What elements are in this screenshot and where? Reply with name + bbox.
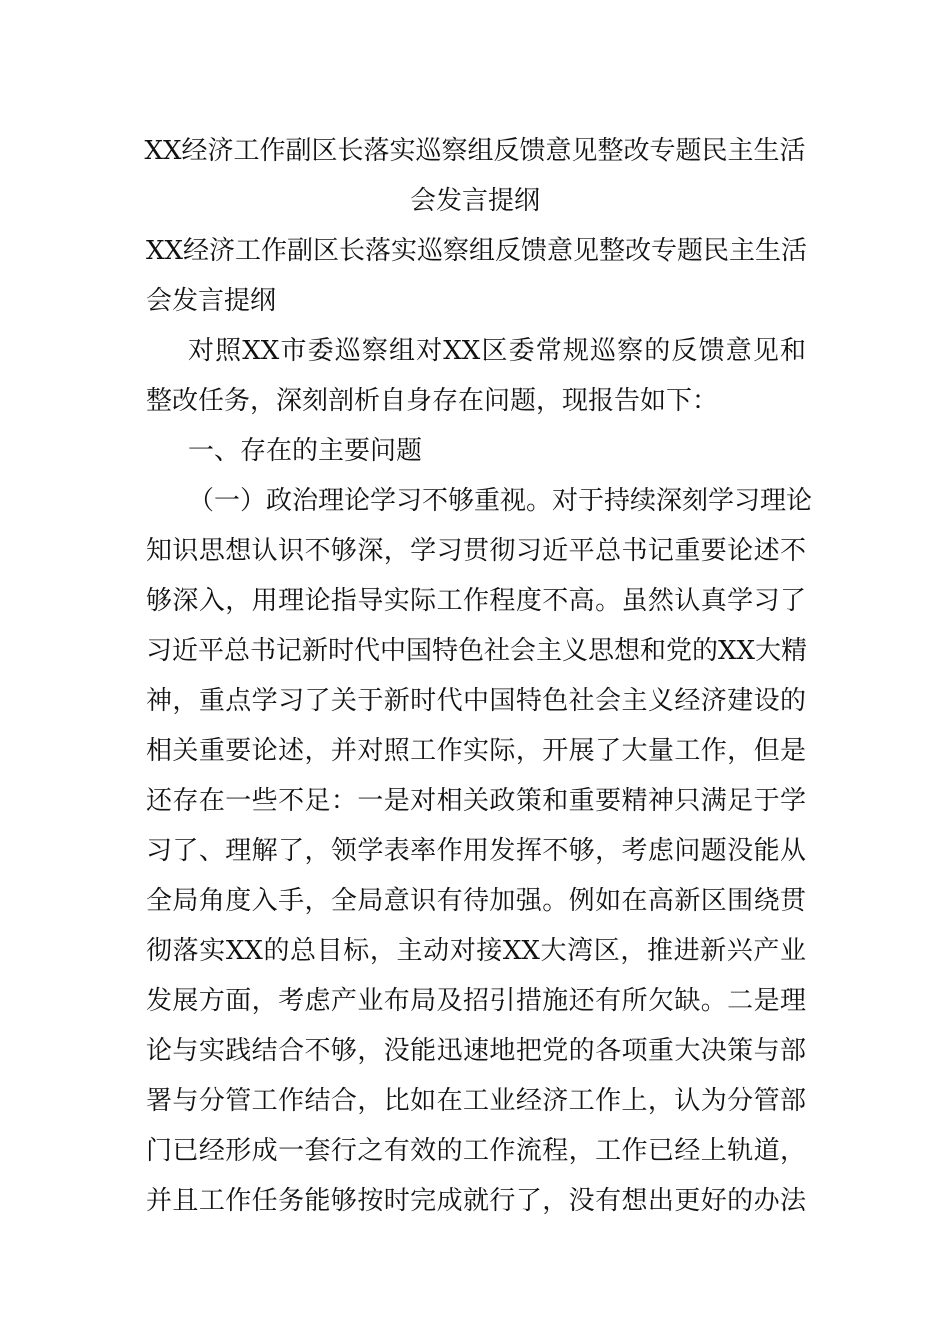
body-line: 并且工作任务能够按时完成就行了，没有想出更好的办法 [146, 1186, 806, 1216]
body-line: 还存在一些不足：一是对相关政策和重要精神只满足于学 [146, 786, 806, 816]
document-title-line-2: 会发言提纲 [409, 186, 540, 216]
body-line: 整改任务，深刻剖析自身存在问题，现报告如下： [146, 386, 719, 416]
body-line: XX经济工作副区长落实巡察组反馈意见整改专题民主生活 [146, 236, 808, 266]
body-line: 彻落实XX的总目标，主动对接XX大湾区，推进新兴产业 [146, 936, 806, 966]
body-line: 习近平总书记新时代中国特色社会主义思想和党的XX大精 [146, 636, 808, 666]
body-line: 发展方面，考虑产业布局及招引措施还有所欠缺。二是理 [146, 986, 806, 1016]
body-line: 门已经形成一套行之有效的工作流程，工作已经上轨道， [146, 1136, 806, 1166]
body-line: 知识思想认识不够深，学习贯彻习近平总书记重要论述不 [146, 536, 806, 566]
body-line: 神，重点学习了关于新时代中国特色社会主义经济建设的 [146, 686, 806, 716]
body-line: 论与实践结合不够，没能迅速地把党的各项重大决策与部 [146, 1036, 806, 1066]
body-line: 全局角度入手，全局意识有待加强。例如在高新区围绕贯 [146, 886, 806, 916]
body-line: 相关重要论述，并对照工作实际，开展了大量工作，但是 [146, 736, 806, 766]
body-line: 对照XX市委巡察组对XX区委常规巡察的反馈意见和 [188, 336, 806, 366]
body-line: 会发言提纲 [146, 286, 277, 316]
body-line: 习了、理解了，领学表率作用发挥不够，考虑问题没能从 [146, 836, 806, 866]
body-line: 署与分管工作结合，比如在工业经济工作上，认为分管部 [146, 1086, 806, 1116]
section-heading: 一、存在的主要问题 [188, 436, 423, 466]
body-line: （一）政治理论学习不够重视。对于持续深刻学习理论 [188, 486, 813, 516]
body-line: 够深入，用理论指导实际工作程度不高。虽然认真学习了 [146, 586, 806, 616]
document-title-line-1: XX经济工作副区长落实巡察组反馈意见整改专题民主生活 [144, 136, 806, 166]
